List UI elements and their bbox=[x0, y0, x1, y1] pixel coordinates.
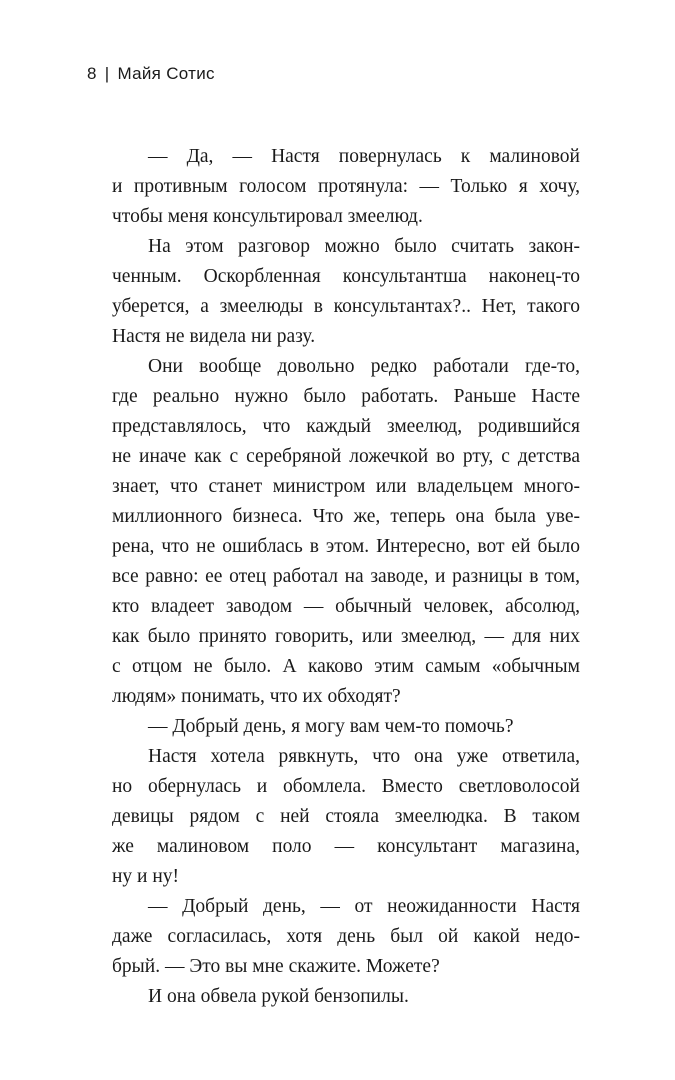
body-text bbox=[112, 142, 580, 1012]
text-line: уберется, а змеелюды в консультантах?.. Нет, такого bbox=[112, 296, 580, 317]
text-line: даже согласилась, хотя день был ой какой недо- bbox=[112, 926, 580, 947]
text-line: брый. — Это вы мне скажите. Можете? bbox=[112, 956, 440, 977]
text-line: рена, что не ошиблась в этом. Интересно, вот ей было bbox=[112, 536, 580, 557]
text-line: где реально нужно было работать. Раньше Насте bbox=[112, 386, 580, 407]
author-name: Майя Сотис bbox=[117, 64, 215, 83]
text-line: — Добрый день, — от неожиданности Настя bbox=[148, 896, 580, 917]
page-number: 8 bbox=[87, 64, 97, 83]
text-line: как было принято говорить, или змеелюд, — для них bbox=[112, 626, 580, 647]
text-line: кто владеет заводом — обычный человек, абсолюд, bbox=[112, 596, 580, 617]
text-line: На этом разговор можно было считать закон- bbox=[148, 236, 580, 257]
text-line: но обернулась и обомлела. Вместо светловолосой bbox=[112, 776, 580, 797]
text-line: не иначе как с серебряной ложечкой во рту, с детства bbox=[112, 446, 580, 467]
text-line: И она обвела рукой бензопилы. bbox=[148, 986, 409, 1007]
text-line: миллионного бизнеса. Что же, теперь она была уве- bbox=[112, 506, 580, 527]
text-line: чтобы меня консультировал змеелюд. bbox=[112, 206, 423, 227]
running-header bbox=[87, 64, 215, 84]
text-line: — Добрый день, я могу вам чем-то помочь? bbox=[148, 716, 514, 737]
text-line: Настя хотела рявкнуть, что она уже ответила, bbox=[148, 746, 580, 767]
text-line: ченным. Оскорбленная консультантша наконец-то bbox=[112, 266, 580, 287]
text-line: девицы рядом с ней стояла змеелюдка. В таком bbox=[112, 806, 580, 827]
text-line: с отцом не было. А каково этим самым «обычным bbox=[112, 656, 580, 677]
text-line: Они вообще довольно редко работали где-то, bbox=[148, 356, 580, 377]
text-line: и противным голосом протянула: — Только я хочу, bbox=[112, 176, 580, 197]
text-line: людям» понимать, что их обходят? bbox=[112, 686, 401, 707]
header-separator: | bbox=[104, 64, 110, 83]
text-line: представлялось, что каждый змеелюд, родившийся bbox=[112, 416, 580, 437]
text-line: же малиновом поло — консультант магазина, bbox=[112, 836, 580, 857]
text-line: ну и ну! bbox=[112, 866, 180, 887]
text-line: — Да, — Настя повернулась к малиновой bbox=[148, 146, 580, 167]
text-line: Настя не видела ни разу. bbox=[112, 326, 316, 347]
text-line: все равно: ее отец работал на заводе, и разницы в том, bbox=[112, 566, 580, 587]
text-line: знает, что станет министром или владельцем много- bbox=[112, 476, 580, 497]
